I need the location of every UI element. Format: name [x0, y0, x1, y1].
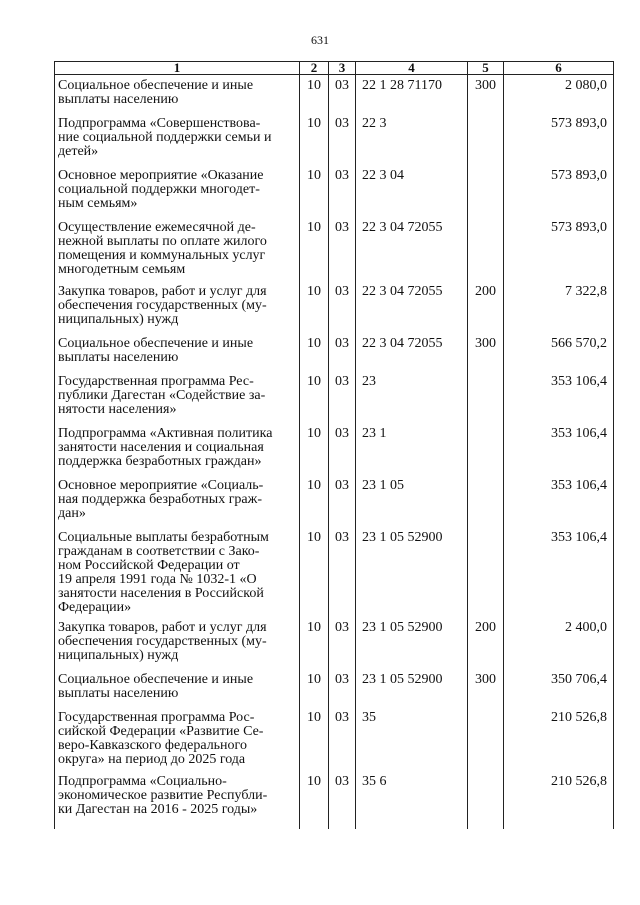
column-header-section: 2	[300, 62, 329, 75]
column-header-name: 1	[55, 62, 300, 75]
row-name-line: ном Российской Федерации от	[58, 557, 240, 573]
row-target-article: 22 1 28 71170	[356, 75, 468, 113]
column-header-subsection: 3	[329, 62, 356, 75]
row-target-article: 23	[356, 371, 468, 423]
row-subsection: 03	[329, 669, 356, 707]
row-subsection: 03	[329, 281, 356, 333]
row-amount: 210 526,8	[504, 707, 614, 771]
row-amount: 566 570,2	[504, 333, 614, 371]
row-name-line: нежной выплаты по оплате жилого	[58, 233, 267, 249]
row-name-line: Социальные выплаты безработным	[58, 529, 269, 545]
row-expense-type	[468, 771, 504, 829]
row-subsection: 03	[329, 617, 356, 669]
row-section: 10	[300, 371, 329, 423]
row-expense-type	[468, 527, 504, 617]
row-section: 10	[300, 333, 329, 371]
row-name-line: многодетным семьям	[58, 261, 186, 277]
page-number: 631	[311, 33, 329, 47]
table-row	[55, 771, 614, 829]
row-expense-type	[468, 423, 504, 475]
row-name	[55, 707, 300, 771]
row-name-line: ниципальных) нужд	[58, 311, 179, 327]
row-amount: 353 106,4	[504, 423, 614, 475]
row-amount: 350 706,4	[504, 669, 614, 707]
row-name-line: публики Дагестан «Содействие за-	[58, 387, 266, 403]
table-row	[55, 165, 614, 217]
row-name-line: занятости населения и социальная	[58, 439, 264, 455]
row-name-line: Федерации»	[58, 599, 132, 615]
row-name	[55, 475, 300, 527]
row-subsection: 03	[329, 113, 356, 165]
row-target-article: 23 1 05 52900	[356, 617, 468, 669]
row-name-line: Основное мероприятие «Оказание	[58, 167, 264, 183]
row-expense-type: 300	[468, 333, 504, 371]
row-amount: 573 893,0	[504, 165, 614, 217]
table-row	[55, 75, 614, 113]
row-expense-type: 200	[468, 617, 504, 669]
row-amount: 573 893,0	[504, 217, 614, 281]
row-name-line: экономическое развитие Республи-	[58, 787, 268, 803]
row-name-line: Социальное обеспечение и иные	[58, 335, 254, 351]
row-name	[55, 617, 300, 669]
row-amount: 353 106,4	[504, 371, 614, 423]
row-name-line: Подпрограмма «Социально-	[58, 773, 227, 789]
row-subsection: 03	[329, 371, 356, 423]
table-row	[55, 527, 614, 617]
row-expense-type	[468, 113, 504, 165]
column-header-target-article: 4	[356, 62, 468, 75]
row-name-line: Государственная программа Рес-	[58, 373, 254, 389]
row-name-line: 19 апреля 1991 года № 1032-1 «О	[58, 571, 257, 587]
row-name	[55, 669, 300, 707]
row-amount: 210 526,8	[504, 771, 614, 829]
row-target-article: 22 3 04 72055	[356, 281, 468, 333]
row-name-line: округа» на период до 2025 года	[58, 751, 246, 767]
row-target-article: 22 3 04 72055	[356, 217, 468, 281]
row-name	[55, 371, 300, 423]
row-subsection: 03	[329, 165, 356, 217]
row-name-line: социальной поддержки многодет-	[58, 181, 260, 197]
row-name	[55, 527, 300, 617]
row-name-line: Государственная программа Рос-	[58, 709, 255, 725]
row-name-line: обеспечения государственных (му-	[58, 633, 267, 649]
row-name-line: Социальное обеспечение и иные	[58, 671, 254, 687]
row-subsection: 03	[329, 75, 356, 113]
row-section: 10	[300, 75, 329, 113]
table-row	[55, 113, 614, 165]
row-subsection: 03	[329, 423, 356, 475]
row-name-line: ная поддержка безработных граж-	[58, 491, 262, 507]
row-name	[55, 113, 300, 165]
row-name	[55, 771, 300, 829]
row-section: 10	[300, 707, 329, 771]
budget-table	[54, 61, 614, 829]
row-expense-type: 300	[468, 75, 504, 113]
row-name-line: Осуществление ежемесячной де-	[58, 219, 256, 235]
row-name-line: дан»	[58, 505, 86, 521]
row-name-line: Закупка товаров, работ и услуг для	[58, 283, 267, 299]
row-subsection: 03	[329, 771, 356, 829]
row-section: 10	[300, 617, 329, 669]
row-name-line: выплаты населению	[58, 92, 179, 107]
row-name-line: поддержка безработных граждан»	[58, 453, 262, 469]
row-name-line: детей»	[58, 143, 99, 159]
row-name-line: обеспечения государственных (му-	[58, 297, 267, 313]
table-row	[55, 333, 614, 371]
row-section: 10	[300, 771, 329, 829]
row-expense-type	[468, 707, 504, 771]
row-section: 10	[300, 217, 329, 281]
column-header-amount: 6	[504, 62, 614, 75]
row-name-line: Подпрограмма «Активная политика	[58, 425, 273, 441]
table-row	[55, 281, 614, 333]
row-name	[55, 217, 300, 281]
row-section: 10	[300, 113, 329, 165]
row-target-article: 23 1 05 52900	[356, 669, 468, 707]
row-name	[55, 165, 300, 217]
row-name-line: занятости населения в Российской	[58, 585, 264, 601]
row-name-line: помещения и коммунальных услуг	[58, 247, 266, 263]
row-expense-type	[468, 165, 504, 217]
row-name-line: ниципальных) нужд	[58, 647, 179, 663]
row-section: 10	[300, 669, 329, 707]
row-subsection: 03	[329, 475, 356, 527]
row-amount: 2 080,0	[504, 75, 614, 113]
row-name-line: ние социальной поддержки семьи и	[58, 129, 272, 145]
row-expense-type	[468, 217, 504, 281]
row-name	[55, 281, 300, 333]
table-row	[55, 707, 614, 771]
table-row	[55, 371, 614, 423]
table-row	[55, 669, 614, 707]
row-expense-type	[468, 475, 504, 527]
row-name-line: Закупка товаров, работ и услуг для	[58, 619, 267, 635]
table-row	[55, 423, 614, 475]
row-target-article: 22 3	[356, 113, 468, 165]
column-header-expense-type: 5	[468, 62, 504, 75]
row-section: 10	[300, 527, 329, 617]
row-target-article: 23 1	[356, 423, 468, 475]
row-target-article: 23 1 05 52900	[356, 527, 468, 617]
row-target-article: 35	[356, 707, 468, 771]
row-target-article: 23 1 05	[356, 475, 468, 527]
row-subsection: 03	[329, 217, 356, 281]
row-expense-type: 300	[468, 669, 504, 707]
row-name-line: Социальное обеспечение и иные	[58, 78, 254, 93]
row-name-line: гражданам в соответствии с Зако-	[58, 543, 260, 559]
row-amount: 7 322,8	[504, 281, 614, 333]
row-name-line: нятости населения»	[58, 401, 177, 417]
row-amount: 2 400,0	[504, 617, 614, 669]
row-section: 10	[300, 423, 329, 475]
table-row	[55, 217, 614, 281]
row-target-article: 35 6	[356, 771, 468, 829]
row-name-line: Подпрограмма «Совершенствова-	[58, 115, 261, 131]
table-header-row	[55, 62, 614, 75]
row-amount: 353 106,4	[504, 527, 614, 617]
row-expense-type	[468, 371, 504, 423]
row-name-line: веро-Кавказского федерального	[58, 737, 247, 753]
row-name	[55, 333, 300, 371]
row-amount: 573 893,0	[504, 113, 614, 165]
row-name-line: выплаты населению	[58, 349, 179, 365]
row-name-line: выплаты населению	[58, 685, 179, 701]
row-name-line: ки Дагестан на 2016 - 2025 годы»	[58, 801, 258, 817]
table-row	[55, 475, 614, 527]
row-expense-type: 200	[468, 281, 504, 333]
row-section: 10	[300, 165, 329, 217]
row-section: 10	[300, 475, 329, 527]
row-subsection: 03	[329, 707, 356, 771]
row-name-line: Основное мероприятие «Социаль-	[58, 477, 264, 493]
row-name	[55, 75, 300, 113]
row-name	[55, 423, 300, 475]
row-subsection: 03	[329, 333, 356, 371]
row-name-line: сийской Федерации «Развитие Се-	[58, 723, 264, 739]
row-subsection: 03	[329, 527, 356, 617]
row-name-line: ным семьям»	[58, 195, 138, 211]
row-target-article: 22 3 04 72055	[356, 333, 468, 371]
row-amount: 353 106,4	[504, 475, 614, 527]
row-section: 10	[300, 281, 329, 333]
table-row	[55, 617, 614, 669]
table-body	[55, 75, 614, 829]
row-target-article: 22 3 04	[356, 165, 468, 217]
